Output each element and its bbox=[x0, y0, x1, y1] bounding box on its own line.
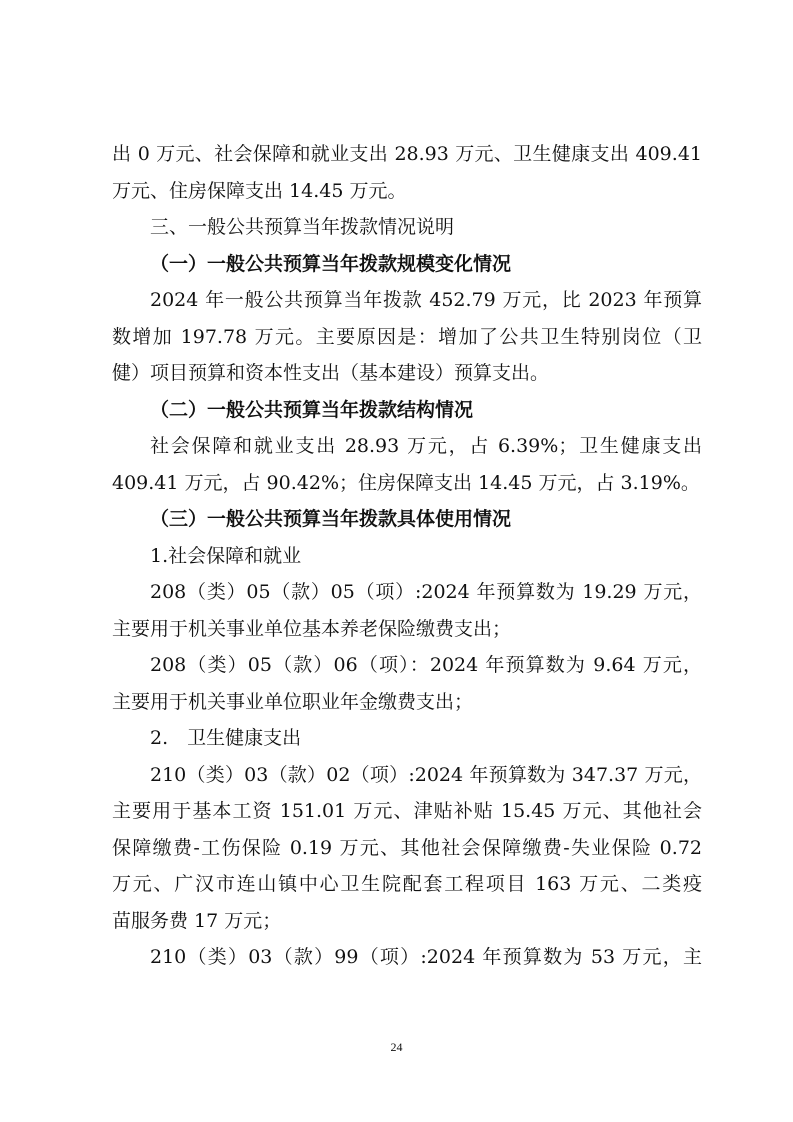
text-line: 保障缴费-工伤保险 0.19 万元、其他社会保障缴费-失业保险 0.72 bbox=[112, 836, 702, 859]
text-line: 主要用于机关事业单位基本养老保险缴费支出； bbox=[112, 617, 512, 640]
text-line: 409.41 万元，占 90.42%；住房保障支出 14.45 万元，占 3.19%。 bbox=[112, 471, 700, 494]
page-number: 24 bbox=[390, 1040, 403, 1054]
text-line: 1.社会保障和就业 bbox=[150, 544, 302, 567]
text-line: 210（类）03（款）02（项）:2024 年预算数为 347.37 万元， bbox=[150, 763, 702, 786]
text-line: 主要用于基本工资 151.01 万元、津贴补贴 15.45 万元、其他社会 bbox=[112, 800, 702, 822]
text-line: 出 0 万元、社会保障和就业支出 28.93 万元、卫生健康支出 409.41 bbox=[112, 143, 702, 165]
text-line: 苗服务费 17 万元； bbox=[112, 909, 282, 932]
document-body bbox=[112, 136, 702, 976]
text-line: 社会保障和就业支出 28.93 万元，占 6.39%；卫生健康支出 bbox=[150, 435, 702, 457]
section-heading: （三）一般公共预算当年拨款具体使用情况 bbox=[150, 508, 512, 530]
text-line: 2. 卫生健康支出 bbox=[150, 727, 302, 749]
section-heading: （一）一般公共预算当年拨款规模变化情况 bbox=[150, 252, 512, 275]
text-line: 208（类）05（款）05（项）:2024 年预算数为 19.29 万元， bbox=[150, 581, 702, 603]
text-line: 三、一般公共预算当年拨款情况说明 bbox=[150, 216, 455, 238]
text-line: 2024 年一般公共预算当年拨款 452.79 万元，比 2023 年预算 bbox=[150, 289, 702, 311]
text-line: 健）项目预算和资本性支出（基本建设）预算支出。 bbox=[112, 362, 550, 384]
text-line: 208（类）05（款）06（项）：2024 年预算数为 9.64 万元， bbox=[150, 654, 702, 676]
text-line: 万元、广汉市连山镇中心卫生院配套工程项目 163 万元、二类疫 bbox=[112, 873, 702, 895]
section-heading: （二）一般公共预算当年拨款结构情况 bbox=[150, 398, 474, 421]
text-line: 主要用于机关事业单位职业年金缴费支出； bbox=[112, 690, 474, 713]
text-line: 数增加 197.78 万元。主要原因是：增加了公共卫生特别岗位（卫 bbox=[112, 325, 702, 348]
text-line: 万元、住房保障支出 14.45 万元。 bbox=[112, 179, 407, 202]
text-line: 210（类）03（款）99（项）:2024 年预算数为 53 万元，主 bbox=[150, 946, 702, 968]
